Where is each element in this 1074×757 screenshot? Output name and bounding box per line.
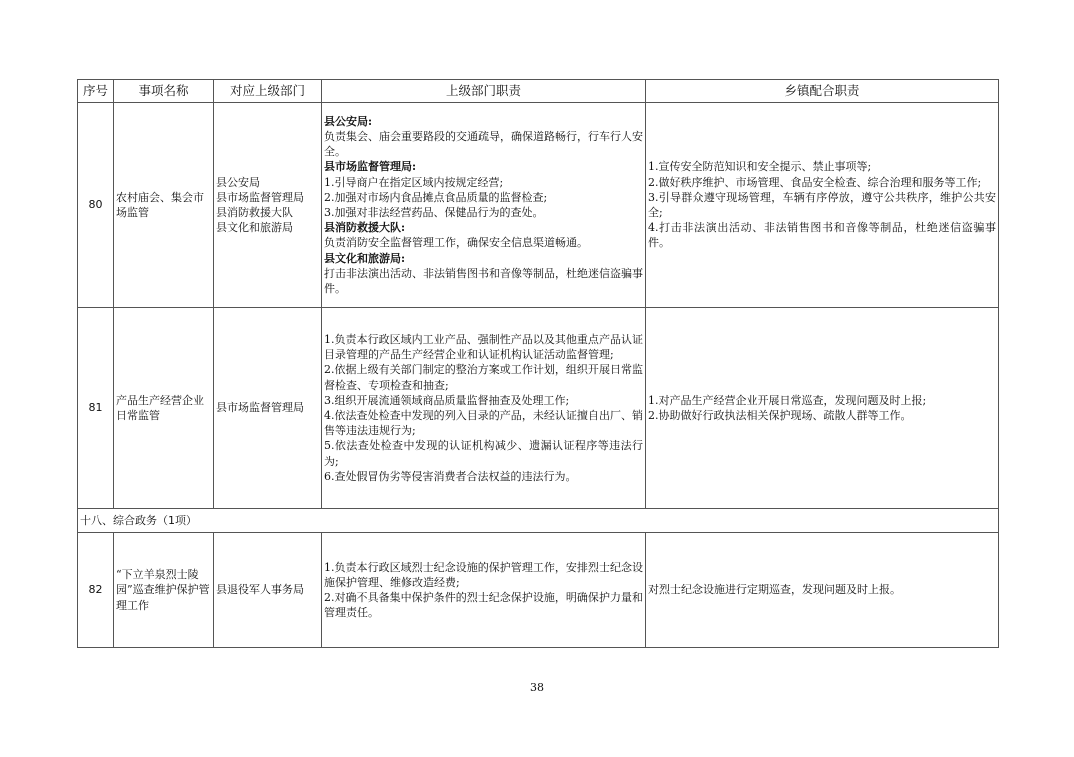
town-duty-item: 1.宣传安全防范知识和安全提示、禁止事项等; <box>648 160 872 174</box>
header-row <box>78 80 999 103</box>
duty-item: 3.组织开展流通领域商品质量监督抽查及处理工作; <box>324 393 570 407</box>
duty-section-title: 县公安局: <box>324 114 373 128</box>
duty-item: 3.加强对非法经营药品、保健品行为的查处。 <box>324 206 544 219</box>
duty-item: 1.负责本行政区域内工业产品、强制性产品以及其他重点产品认证目录管理的产品生产经营企业和认证机构认证活动监督管理; <box>324 332 643 362</box>
upper-duty <box>322 533 646 648</box>
header-item-name: 事项名称 <box>114 80 214 103</box>
duty-item: 2.依据上级有关部门制定的整治方案或工作计划，组织开展日常监督检查、专项检查和抽查; <box>324 363 643 392</box>
header-no: 序号 <box>78 80 114 103</box>
item-name: “下立羊泉烈士陵园”巡查维护保护管理工作 <box>114 533 214 648</box>
row-number: 82 <box>78 533 114 648</box>
duty-item: 1.引导商户在指定区域内按规定经营; <box>324 175 504 189</box>
upper-duty <box>322 308 646 509</box>
town-duty-item: 3.引导群众遵守现场管理，车辆有序停放，遵守公共秩序，维护公共安全; <box>648 190 996 219</box>
item-name: 产品生产经营企业日常监管 <box>114 308 214 509</box>
header-upper-duty: 上级部门职责 <box>322 80 646 103</box>
town-duty-item: 4.打击非法演出活动、非法销售图书和音像等制品，杜绝迷信盗骗事件。 <box>648 221 996 250</box>
header-department: 对应上级部门 <box>214 80 322 103</box>
duty-section-title: 县消防救援大队: <box>324 221 406 235</box>
department-list <box>214 308 322 509</box>
department: 县市场监督管理局 <box>216 190 304 204</box>
section-row <box>78 509 999 533</box>
town-duty-item: 1.对产品生产经营企业开展日常巡查，发现问题及时上报; <box>648 393 927 407</box>
town-duty <box>646 308 999 509</box>
page-number: 38 <box>530 681 544 694</box>
item-name: 农村庙会、集会市场监管 <box>114 103 214 308</box>
duty-item: 2.对确不具备集中保护条件的烈士纪念保护设施，明确保护力量和管理责任。 <box>324 591 643 620</box>
duty-item: 5.依法查处检查中发现的认证机构减少、遗漏认证程序等违法行为; <box>324 439 643 468</box>
duty-item: 1.负责本行政区域烈士纪念设施的保护管理工作，安排烈士纪念设施保护管理、维修改造经费; <box>324 560 643 589</box>
department-list: 县退役军人事务局 <box>214 533 322 648</box>
duty-item: 2.加强对市场内食品摊点食品质量的监督检查; <box>324 190 548 204</box>
department: 县文化和旅游局 <box>216 221 293 235</box>
table-row <box>78 308 999 509</box>
town-duty: 对烈士纪念设施进行定期巡查，发现问题及时上报。 <box>646 533 999 648</box>
town-duty-item: 2.协助做好行政执法相关保护现场、疏散人群等工作。 <box>648 409 912 422</box>
section-title: 十八、综合政务（1项） <box>78 509 999 533</box>
duty-section-title: 县市场监督管理局: <box>324 160 417 174</box>
table-row <box>78 103 999 308</box>
town-duty <box>646 103 999 308</box>
row-number: 81 <box>78 308 114 509</box>
department: 县市场监督管理局 <box>216 401 304 415</box>
department-list <box>214 103 322 308</box>
department: 县公安局 <box>216 175 260 189</box>
duty-item: 打击非法演出活动、非法销售图书和音像等制品，杜绝迷信盗骗事件。 <box>324 266 643 296</box>
department: 县消防救援大队 <box>216 206 293 219</box>
duty-table <box>77 79 999 648</box>
duty-item: 负责消防安全监督管理工作，确保安全信息渠道畅通。 <box>324 236 588 250</box>
upper-duty <box>322 103 646 308</box>
duty-section-title: 县文化和旅游局: <box>324 251 406 265</box>
duty-item: 4.依法查处检查中发现的列入目录的产品，未经认证擅自出厂、销售等违法违规行为; <box>324 409 643 438</box>
duty-item: 负责集会、庙会重要路段的交通疏导，确保道路畅行，行车行人安全。 <box>324 129 643 159</box>
header-town-duty: 乡镇配合职责 <box>646 80 999 103</box>
row-number: 80 <box>78 103 114 308</box>
duty-item: 6.查处假冒伪劣等侵害消费者合法权益的违法行为。 <box>324 469 577 483</box>
town-duty-item: 2.做好秩序维护、市场管理、食品安全检查、综合治理和服务等工作; <box>648 175 982 189</box>
table-row <box>78 533 999 648</box>
